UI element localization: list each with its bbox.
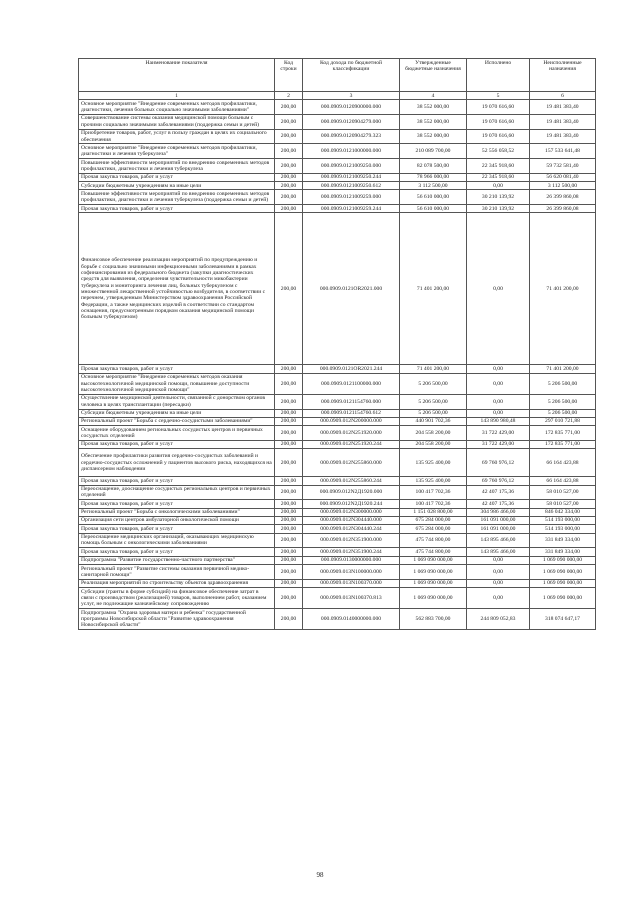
table-row (79, 508, 596, 516)
row-income-code: 000.0909.012N251920.000 (303, 426, 400, 441)
row-unexecuted: 58 010 527,00 (530, 500, 596, 508)
row-unexecuted: 172 835 771,00 (530, 426, 596, 441)
header-name: Наименование показателя (79, 59, 275, 92)
row-line-code: 200,00 (275, 182, 303, 190)
row-executed: 69 760 976,12 (467, 477, 530, 485)
row-executed: 69 760 976,12 (467, 449, 530, 477)
row-income-code: 000.0909.0140000000.000 (303, 609, 400, 630)
row-income-code: 000.0909.012N255860.244 (303, 477, 400, 485)
row-income-code: 000.0909.0121100000.000 (303, 373, 400, 394)
row-income-code: 000.0909.013N100000.000 (303, 565, 400, 580)
row-unexecuted: 331 849 334,00 (530, 533, 596, 548)
row-approved: 5 206 500,00 (400, 373, 467, 394)
row-unexecuted: 318 074 647,17 (530, 609, 596, 630)
table-row (79, 533, 596, 548)
row-name: Оснащение оборудованием региональных сосудистых центров и первичных сосудистых отделений (79, 426, 275, 441)
row-line-code: 200,00 (275, 609, 303, 630)
row-executed: 31 722 429,00 (467, 440, 530, 448)
table-row (79, 516, 596, 524)
header-unexecuted: Неисполненные назначения (530, 59, 596, 92)
table-row (79, 426, 596, 441)
row-name: Подпрограмма "Охрана здоровья матери и ребенка" государственной программы Новосибирской области "Развитие здравоохранения Новосибирской области" (79, 609, 275, 630)
row-approved: 5 206 500,00 (400, 394, 467, 409)
row-unexecuted: 331 849 334,00 (530, 548, 596, 556)
row-approved: 1 069 090 000,00 (400, 588, 467, 609)
row-income-code: 000.0909.012N2Д1920.000 (303, 485, 400, 500)
page-number: 98 (316, 871, 324, 879)
row-executed: 0,00 (467, 409, 530, 417)
row-name: Прочая закупка товаров, работ и услуг (79, 205, 275, 213)
row-name: Региональный проект "Борьба с онкологическими заболеваниями" (79, 508, 275, 516)
row-name: Совершенствование системы оказания медицинской помощи больным с прочими социально значимыми заболеваниями (поддержка семьи и детей) (79, 114, 275, 129)
row-approved: 675 284 000,00 (400, 516, 467, 524)
row-unexecuted: 71 401 200,00 (530, 365, 596, 373)
row-unexecuted: 3 112 500,00 (530, 182, 596, 190)
table-row (79, 173, 596, 181)
row-unexecuted: 5 206 500,00 (530, 373, 596, 394)
table-row (79, 525, 596, 533)
row-income-code: 000.0909.012N304440.244 (303, 525, 400, 533)
table-row (79, 394, 596, 409)
row-line-code: 200,00 (275, 409, 303, 417)
row-approved: 56 610 000,00 (400, 205, 467, 213)
column-number-row (79, 92, 596, 100)
row-executed: 22 345 918,60 (467, 173, 530, 181)
column-number: 5 (467, 92, 530, 100)
row-name: Прочая закупка товаров, работ и услуг (79, 548, 275, 556)
row-approved: 135 925 400,00 (400, 477, 467, 485)
row-line-code: 200,00 (275, 417, 303, 425)
row-line-code: 200,00 (275, 525, 303, 533)
row-income-code: 000.0909.012N351900.000 (303, 533, 400, 548)
row-unexecuted: 846 042 334,00 (530, 508, 596, 516)
row-income-code: 000.0909.012N304440.000 (303, 516, 400, 524)
row-executed: 52 556 058,52 (467, 144, 530, 159)
row-unexecuted: 5 206 500,00 (530, 394, 596, 409)
row-line-code: 200,00 (275, 426, 303, 441)
table-row (79, 588, 596, 609)
table-row (79, 579, 596, 587)
row-name: Прочая закупка товаров, работ и услуг (79, 365, 275, 373)
row-executed: 0,00 (467, 365, 530, 373)
row-line-code: 200,00 (275, 190, 303, 205)
row-name: Осуществление медицинской деятельности, связанной с донорством органов человека в целях трансплантации (пересадки) (79, 394, 275, 409)
row-name: Прочая закупка товаров, работ и услуг (79, 440, 275, 448)
table-row (79, 159, 596, 174)
row-executed: 0,00 (467, 556, 530, 564)
row-line-code: 200,00 (275, 213, 303, 365)
row-name: Приобретение товаров, работ, услуг в пользу граждан в целях их социального обеспечения (79, 129, 275, 144)
column-number: 2 (275, 92, 303, 100)
row-name: Региональный проект "Развитие системы оказания первичной медико-санитарной помощи" (79, 565, 275, 580)
row-line-code: 200,00 (275, 579, 303, 587)
row-unexecuted: 58 010 527,00 (530, 485, 596, 500)
row-unexecuted: 1 069 090 000,00 (530, 588, 596, 609)
row-income-code: 000.0909.0121ОR2021.000 (303, 213, 400, 365)
row-approved: 71 401 200,00 (400, 213, 467, 365)
row-approved: 1 151 028 800,00 (400, 508, 467, 516)
table-row (79, 449, 596, 477)
row-approved: 38 552 000,00 (400, 129, 467, 144)
row-name: Прочая закупка товаров, работ и услуг (79, 500, 275, 508)
table-row (79, 477, 596, 485)
row-executed: 42 407 175,36 (467, 500, 530, 508)
row-executed: 143 895 466,00 (467, 548, 530, 556)
row-approved: 78 966 000,00 (400, 173, 467, 181)
header-approved: Утвержденные бюджетные назначения (400, 59, 467, 92)
row-unexecuted: 514 193 000,00 (530, 525, 596, 533)
row-executed: 161 091 000,00 (467, 516, 530, 524)
table-row (79, 213, 596, 365)
column-number: 6 (530, 92, 596, 100)
row-name: Реализация мероприятий по строительству объектов здравоохранения (79, 579, 275, 587)
row-approved: 82 078 500,00 (400, 159, 467, 174)
row-executed: 0,00 (467, 588, 530, 609)
row-income-code: 000.0909.012N351900.244 (303, 548, 400, 556)
row-approved: 675 284 000,00 (400, 525, 467, 533)
row-unexecuted: 19 481 383,40 (530, 100, 596, 115)
table-row (79, 373, 596, 394)
row-name: Субсидии бюджетным учреждениям на иные цели (79, 409, 275, 417)
table-row (79, 144, 596, 159)
row-line-code: 200,00 (275, 565, 303, 580)
row-income-code: 000.0909.0121009250.000 (303, 159, 400, 174)
row-line-code: 200,00 (275, 144, 303, 159)
row-approved: 1 069 090 000,00 (400, 565, 467, 580)
row-approved: 562 883 700,00 (400, 609, 467, 630)
row-executed: 22 345 918,60 (467, 159, 530, 174)
row-income-code: 000.0909.012N2Д1920.244 (303, 500, 400, 508)
row-approved: 56 610 000,00 (400, 190, 467, 205)
row-income-code: 000.0909.013N100370.000 (303, 579, 400, 587)
row-line-code: 200,00 (275, 533, 303, 548)
row-income-code: 000.0909.012N200000.000 (303, 417, 400, 425)
table-row (79, 565, 596, 580)
row-approved: 71 401 200,00 (400, 365, 467, 373)
row-income-code: 000.0909.0121000000.000 (303, 144, 400, 159)
row-unexecuted: 19 481 383,40 (530, 129, 596, 144)
column-number: 1 (79, 92, 275, 100)
table-row (79, 409, 596, 417)
row-executed: 0,00 (467, 182, 530, 190)
table-row (79, 609, 596, 630)
row-executed: 161 091 000,00 (467, 525, 530, 533)
row-unexecuted: 26 399 860,08 (530, 190, 596, 205)
row-unexecuted: 59 732 581,40 (530, 159, 596, 174)
column-number: 3 (303, 92, 400, 100)
row-unexecuted: 172 835 771,00 (530, 440, 596, 448)
row-line-code: 200,00 (275, 477, 303, 485)
row-unexecuted: 19 481 383,40 (530, 114, 596, 129)
row-approved: 5 206 500,00 (400, 409, 467, 417)
row-income-code: 000.0909.0121154760.000 (303, 394, 400, 409)
row-executed: 31 722 429,00 (467, 426, 530, 441)
row-approved: 204 558 200,00 (400, 426, 467, 441)
row-income-code: 000.0909.012N300000.000 (303, 508, 400, 516)
row-approved: 100 417 702,36 (400, 500, 467, 508)
row-executed: 19 070 616,60 (467, 114, 530, 129)
row-executed: 0,00 (467, 579, 530, 587)
row-unexecuted: 26 399 860,08 (530, 205, 596, 213)
row-name: Финансовое обеспечение реализации мероприятий по предупреждению и борьбе с социально значимыми инфекционными заболеваниями в рамках софинансирования из федерального бюджета (закупки диагностических средств для выявления, определения чувствительности микобактерии туберкулеза и мониторинга лечения лиц, больных туберкулезом с множественной лекарственной устойчивостью возбудителя, в соответствии с перечнем, утвержденным Министерством здравоохранения Российской Федерации, а также медицинских изделий в соответствии со стандартом оснащения, предусмотренным порядком оказания медицинской помощи больным туберкулезом) (79, 213, 275, 365)
row-unexecuted: 5 206 500,00 (530, 409, 596, 417)
row-income-code: 000.0909.0120904279.323 (303, 129, 400, 144)
row-income-code: 000.0909.0120900000.000 (303, 100, 400, 115)
row-income-code: 000.0909.0121009259.000 (303, 190, 400, 205)
row-approved: 1 069 090 000,00 (400, 556, 467, 564)
row-line-code: 200,00 (275, 114, 303, 129)
row-line-code: 200,00 (275, 440, 303, 448)
row-executed: 30 210 139,92 (467, 205, 530, 213)
row-approved: 38 552 000,00 (400, 100, 467, 115)
row-approved: 135 925 400,00 (400, 449, 467, 477)
row-approved: 475 744 800,00 (400, 533, 467, 548)
row-income-code: 000.0909.012N255860.000 (303, 449, 400, 477)
table-row (79, 440, 596, 448)
row-name: Прочая закупка товаров, работ и услуг (79, 477, 275, 485)
row-name: Переоснащение медицинских организаций, оказывающих медицинскую помощь больным с онкологическими заболеваниями (79, 533, 275, 548)
row-name: Субсидии бюджетным учреждениям на иные цели (79, 182, 275, 190)
row-income-code: 000.0909.012N251920.244 (303, 440, 400, 448)
row-name: Основное мероприятие "Внедрение современных методов оказания высокотехнологичной медицинской помощи, повышение доступности высокотехнологичной медицинской помощи" (79, 373, 275, 394)
row-income-code: 000.0909.0130000000.000 (303, 556, 400, 564)
row-line-code: 200,00 (275, 485, 303, 500)
header-line-code: Код строки (275, 59, 303, 92)
row-executed: 0,00 (467, 394, 530, 409)
row-executed: 0,00 (467, 213, 530, 365)
row-executed: 304 986 466,00 (467, 508, 530, 516)
table-row (79, 190, 596, 205)
row-line-code: 200,00 (275, 205, 303, 213)
row-line-code: 200,00 (275, 129, 303, 144)
row-executed: 143 890 980,48 (467, 417, 530, 425)
row-executed: 143 895 466,00 (467, 533, 530, 548)
table-row (79, 417, 596, 425)
row-executed: 0,00 (467, 565, 530, 580)
row-executed: 0,00 (467, 373, 530, 394)
row-name: Повышение эффективности мероприятий по внедрению современных методов профилактики, диагностики и лечения туберкулеза (79, 159, 275, 174)
row-executed: 19 070 616,60 (467, 129, 530, 144)
row-income-code: 000.0909.0121009250.244 (303, 173, 400, 181)
row-name: Прочая закупка товаров, работ и услуг (79, 173, 275, 181)
row-line-code: 200,00 (275, 500, 303, 508)
row-executed: 19 070 616,60 (467, 100, 530, 115)
table-row (79, 548, 596, 556)
row-executed: 244 809 052,83 (467, 609, 530, 630)
row-line-code: 200,00 (275, 173, 303, 181)
row-line-code: 200,00 (275, 159, 303, 174)
row-unexecuted: 66 164 423,88 (530, 449, 596, 477)
row-unexecuted: 56 620 081,40 (530, 173, 596, 181)
table-row (79, 485, 596, 500)
budget-execution-table (78, 58, 596, 630)
row-name: Субсидии (гранты в форме субсидий) на финансовое обеспечение затрат в связи с производством (реализацией) товаров, выполнением работ, оказанием услуг, не подлежащие казначейскому сопровождению (79, 588, 275, 609)
row-line-code: 200,00 (275, 365, 303, 373)
row-line-code: 200,00 (275, 373, 303, 394)
table-body (79, 100, 596, 630)
row-name: Подпрограмма "Развитие государственно-частного партнерства" (79, 556, 275, 564)
row-approved: 100 417 702,36 (400, 485, 467, 500)
row-name: Основное мероприятие "Внедрение современных методов профилактики, диагностики и лечения туберкулеза" (79, 144, 275, 159)
table-row (79, 100, 596, 115)
row-name: Переоснащение, дооснащение сосудистых региональных центров и первичных отделений (79, 485, 275, 500)
row-name: Прочая закупка товаров, работ и услуг (79, 525, 275, 533)
row-unexecuted: 1 069 090 000,00 (530, 556, 596, 564)
row-approved: 1 069 090 000,00 (400, 579, 467, 587)
row-income-code: 000.0909.013N100370.813 (303, 588, 400, 609)
row-approved: 475 744 800,00 (400, 548, 467, 556)
row-line-code: 200,00 (275, 516, 303, 524)
column-number: 4 (400, 92, 467, 100)
row-approved: 38 552 000,00 (400, 114, 467, 129)
table-row (79, 114, 596, 129)
row-unexecuted: 297 010 721,88 (530, 417, 596, 425)
row-line-code: 200,00 (275, 556, 303, 564)
row-approved: 440 901 702,36 (400, 417, 467, 425)
table-row (79, 182, 596, 190)
table-row (79, 365, 596, 373)
row-income-code: 000.0909.0121ОR2021.244 (303, 365, 400, 373)
row-unexecuted: 66 164 423,88 (530, 477, 596, 485)
row-executed: 30 210 139,92 (467, 190, 530, 205)
row-approved: 210 089 700,00 (400, 144, 467, 159)
table-row (79, 129, 596, 144)
row-name: Региональный проект "Борьба с сердечно-сосудистыми заболеваниями" (79, 417, 275, 425)
row-line-code: 200,00 (275, 588, 303, 609)
header-executed: Исполнено (467, 59, 530, 92)
row-line-code: 200,00 (275, 449, 303, 477)
row-line-code: 200,00 (275, 548, 303, 556)
row-unexecuted: 1 069 090 000,00 (530, 565, 596, 580)
row-income-code: 000.0909.0120904279.000 (303, 114, 400, 129)
row-executed: 42 407 175,36 (467, 485, 530, 500)
row-income-code: 000.0909.0121154760.612 (303, 409, 400, 417)
row-name: Обеспечение профилактики развития сердечно-сосудистых заболеваний и сердечно-сосудистых осложнений у пациентов высокого риска, находящихся на диспансерном наблюдении (79, 449, 275, 477)
table-header-row (79, 59, 596, 92)
row-unexecuted: 71 401 200,00 (530, 213, 596, 365)
table-row (79, 500, 596, 508)
row-approved: 204 558 200,00 (400, 440, 467, 448)
row-income-code: 000.0909.0121009259.244 (303, 205, 400, 213)
row-income-code: 000.0909.0121009250.612 (303, 182, 400, 190)
row-name: Основное мероприятие "Внедрение современных методов профилактики, диагностики, лечения больных социально значимыми заболеваниями" (79, 100, 275, 115)
row-line-code: 200,00 (275, 508, 303, 516)
row-line-code: 200,00 (275, 100, 303, 115)
row-name: Повышение эффективности мероприятий по внедрению современных методов профилактики, диагностики и лечения туберкулеза (поддержка семьи и детей) (79, 190, 275, 205)
table-row (79, 205, 596, 213)
row-line-code: 200,00 (275, 394, 303, 409)
table-row (79, 556, 596, 564)
row-unexecuted: 514 193 000,00 (530, 516, 596, 524)
row-unexecuted: 1 069 090 000,00 (530, 579, 596, 587)
row-unexecuted: 157 533 641,48 (530, 144, 596, 159)
row-approved: 3 112 500,00 (400, 182, 467, 190)
header-income-code: Код дохода по бюджетной классификации (303, 59, 400, 92)
row-name: Организация сети центров амбулаторной онкологической помощи (79, 516, 275, 524)
